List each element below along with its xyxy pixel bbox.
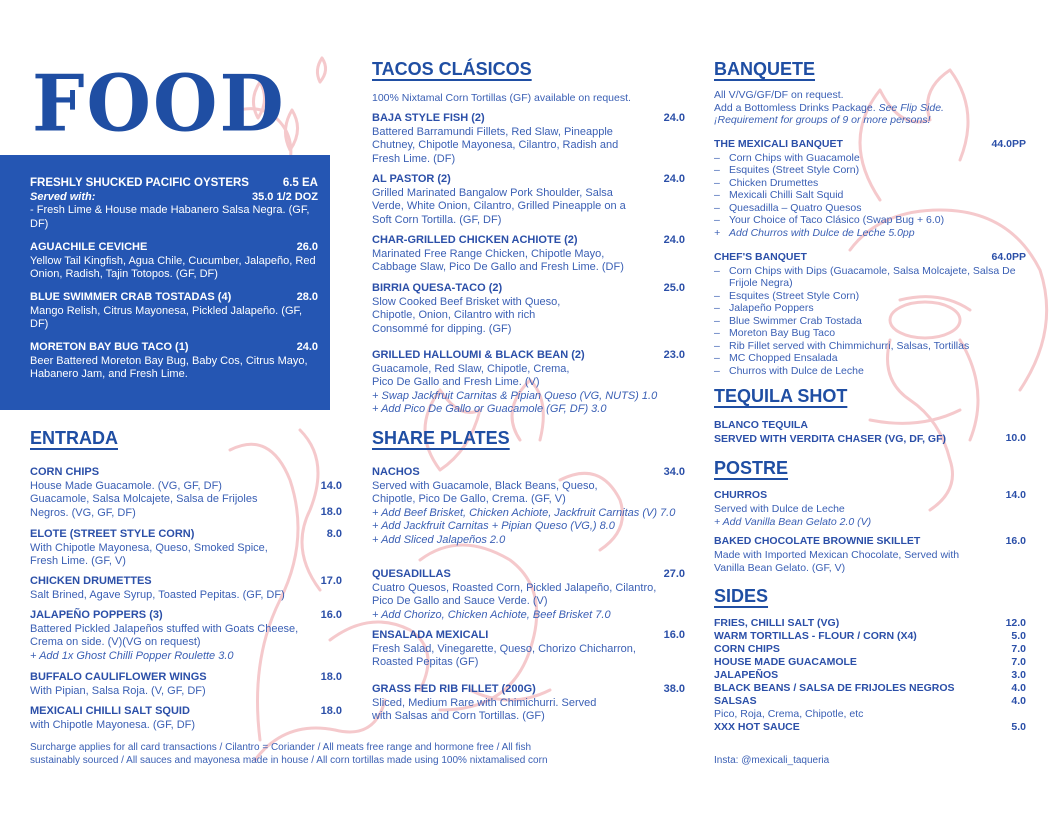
item-name: MEXICALI CHILLI SALT SQUID bbox=[30, 705, 190, 717]
item-description: Beer Battered Moreton Bay Bug, Baby Cos, Citrus Mayo, Habanero Jam, and Fresh Lime. bbox=[30, 354, 308, 380]
food-logo bbox=[32, 54, 286, 154]
tacos-intro: 100% Nixtamal Corn Tortillas (GF) available on request. bbox=[372, 92, 631, 104]
item-description: House Made Guacamole. (VG, GF, DF) bbox=[30, 479, 222, 492]
item-price: 24.0 bbox=[663, 173, 685, 185]
item-name: GRILLED HALLOUMI & BLACK BEAN (2) bbox=[372, 349, 585, 361]
side-name: HOUSE MADE GUACAMOLE bbox=[714, 656, 857, 668]
item-description: Guacamole, Red Slaw, Chipotle, Crema, Pico De Gallo and Fresh Lime. (V) bbox=[372, 362, 570, 388]
banquete-intro bbox=[714, 89, 944, 127]
banquet-course-list bbox=[714, 152, 1026, 240]
option-row-1 bbox=[30, 480, 342, 494]
item-addon: + Add Vanilla Bean Gelato 2.0 (V) bbox=[714, 516, 872, 528]
item-addon: + Add Chorizo, Chicken Achiote, Beef Brisket 7.0 bbox=[372, 608, 611, 621]
item-price: 16.0 bbox=[1005, 535, 1026, 547]
item-price: 24.0 bbox=[663, 234, 685, 246]
item-description: Marinated Free Range Chicken, Chipotle Mayo, Cabbage Slaw, Pico De Gallo and Fresh Lime. (DF) bbox=[372, 247, 624, 273]
item-name: CHURROS bbox=[714, 489, 768, 501]
banquete-intro-line-3: ¡Requirement for groups of 9 or more persons! bbox=[714, 114, 931, 126]
section-heading-tacos: TACOS CLÁSICOS bbox=[372, 59, 532, 79]
side-row bbox=[714, 617, 1026, 630]
course-item: – Churros with Dulce de Leche bbox=[714, 365, 1026, 378]
item-name: QUESADILLAS bbox=[372, 568, 451, 580]
banquet-course-list bbox=[714, 265, 1026, 378]
option-row-2 bbox=[30, 493, 342, 520]
menu-item-drumettes bbox=[30, 575, 342, 602]
side-row bbox=[714, 669, 1026, 682]
menu-item-mexicali-banquet bbox=[714, 138, 1026, 239]
item-name: AGUACHILE CEVICHE bbox=[30, 241, 148, 253]
item-addon: + Add Sliced Jalapeños 2.0 bbox=[372, 533, 506, 546]
item-name: CORN CHIPS bbox=[30, 466, 100, 478]
item-description: with Chipotle Mayonesa. (GF, DF) bbox=[30, 718, 196, 731]
course-item: – Esquites (Street Style Corn) bbox=[714, 164, 1026, 177]
side-row bbox=[714, 630, 1026, 643]
course-item: – MC Chopped Ensalada bbox=[714, 352, 1026, 365]
menu-item-al-pastor bbox=[372, 173, 685, 227]
course-item: – Moreton Bay Bug Taco bbox=[714, 327, 1026, 340]
item-description: Served with Guacamole, Black Beans, Queso, Chipotle, Pico De Gallo, Crema. (GF, V) bbox=[372, 479, 598, 505]
instagram-handle: Insta: @mexicali_taqueria bbox=[714, 755, 830, 766]
menu-item-cauliflower bbox=[30, 671, 342, 698]
item-description: Sliced, Medium Rare with Chimichurri. Served with Salsas and Corn Tortillas. (GF) bbox=[372, 696, 597, 722]
menu-item-chicken-achiote bbox=[372, 234, 685, 275]
course-item: – Blue Swimmer Crab Tostada bbox=[714, 315, 1026, 328]
menu-item-brownie bbox=[714, 535, 1026, 576]
side-price: 3.0 bbox=[1011, 669, 1026, 681]
item-name: BAJA STYLE FISH (2) bbox=[372, 112, 485, 124]
item-price: 24.0 bbox=[296, 341, 318, 353]
item-description: Battered Pickled Jalapeños stuffed with Goats Cheese, Crema on side. (V)(VG on request) bbox=[30, 622, 299, 648]
course-item: – Mexicali Chilli Salt Squid bbox=[714, 189, 1026, 202]
menu-item-rib-fillet bbox=[372, 683, 685, 724]
menu-item-corn-chips bbox=[30, 466, 342, 520]
course-addon: + Add Churros with Dulce de Leche 5.0pp bbox=[714, 227, 1026, 240]
side-price: 4.0 bbox=[1011, 695, 1026, 707]
course-item: – Your Choice of Taco Clásico (Swap Bug + 6.0) bbox=[714, 214, 1026, 227]
salsas-description: Pico, Roja, Crema, Chipotle, etc bbox=[714, 708, 864, 720]
item-name: GRASS FED RIB FILLET (200G) bbox=[372, 683, 536, 695]
section-heading-tequila: TEQUILA SHOT bbox=[714, 386, 848, 406]
item-name: BLANCO TEQUILA bbox=[714, 419, 808, 431]
item-name: THE MEXICALI BANQUET bbox=[714, 138, 843, 150]
side-row bbox=[714, 643, 1026, 656]
menu-item-halloumi bbox=[372, 349, 685, 417]
served-with-label: Served with: bbox=[30, 190, 96, 203]
menu-item-aguachile bbox=[30, 241, 318, 282]
section-heading-entrada: ENTRADA bbox=[30, 428, 118, 448]
item-description: Mango Relish, Citrus Mayonesa, Pickled Jalapeño. (GF, DF) bbox=[30, 304, 303, 330]
menu-item-chefs-banquet bbox=[714, 251, 1026, 377]
item-price: 16.0 bbox=[320, 609, 342, 621]
menu-item-elote bbox=[30, 528, 342, 569]
item-addon: + Add Pico De Gallo or Guacamole (GF, DF) 3.0 bbox=[372, 403, 607, 415]
course-item: – Quesadilla – Quatro Quesos bbox=[714, 202, 1026, 215]
menu-item-nachos bbox=[372, 466, 685, 547]
item-price: 6.5 EA bbox=[282, 177, 318, 189]
item-description: Served with Dulce de Leche bbox=[714, 502, 845, 515]
item-addon: + Add Beef Brisket, Chicken Achiote, Jackfruit Carnitas (V) 7.0 bbox=[372, 506, 676, 519]
side-price: 5.0 bbox=[1011, 630, 1026, 642]
item-name: BUFFALO CAULIFLOWER WINGS bbox=[30, 671, 207, 683]
menu-item-poppers bbox=[30, 609, 342, 663]
side-row bbox=[714, 695, 1026, 708]
logo-text: FOOD bbox=[32, 58, 286, 150]
item-price: 26.0 bbox=[296, 241, 318, 253]
item-name: JALAPEÑO POPPERS (3) bbox=[30, 609, 163, 621]
menu-item-oysters bbox=[30, 177, 318, 231]
footer-note: Surcharge applies for all card transactions / Cilantro = Coriander / All meats free range and hormone free / All fish sustainably sourced / All sauces and mayonesa made in house / All corn tortillas made using 100% nixtamalised corn bbox=[30, 742, 548, 766]
banquete-intro-line-2 bbox=[714, 102, 944, 115]
item-price: 18.0 bbox=[320, 671, 342, 683]
item-price: 28.0 bbox=[296, 291, 318, 303]
menu-item-baja-fish bbox=[372, 112, 685, 166]
item-description: Guacamole, Salsa Molcajete, Salsa de Frijoles Negros. (VG, GF, DF) bbox=[30, 493, 258, 519]
item-name: CHAR-GRILLED CHICKEN ACHIOTE (2) bbox=[372, 234, 578, 246]
served-with-row bbox=[30, 191, 318, 205]
item-description: Grilled Marinated Bangalow Pork Shoulder, Salsa Verde, White Onion, Cilantro, Grilled Pineapple on a Soft Corn Tortilla. (GF, DF) bbox=[372, 186, 626, 226]
item-description: Yellow Tail Kingfish, Agua Chile, Cucumber, Jalapeño, Red Onion, Radish, Tajin Totopos. (GF, DF) bbox=[30, 254, 316, 280]
item-name: CHEF'S BANQUET bbox=[714, 251, 807, 263]
side-name: SALSAS bbox=[714, 695, 757, 707]
side-row bbox=[714, 656, 1026, 669]
item-price: 18.0 bbox=[320, 506, 342, 518]
side-name: CORN CHIPS bbox=[714, 643, 780, 655]
item-name: ELOTE (STREET STYLE CORN) bbox=[30, 528, 195, 540]
section-heading-share-plates: SHARE PLATES bbox=[372, 428, 510, 448]
item-price: 14.0 bbox=[320, 479, 342, 492]
item-price: 10.0 bbox=[1005, 432, 1026, 444]
item-description: Slow Cooked Beef Brisket with Queso, Chipotle, Onion, Cilantro with rich Consommé for dipping. (GF) bbox=[372, 295, 561, 335]
side-name: WARM TORTILLAS - FLOUR / CORN (X4) bbox=[714, 630, 917, 642]
section-heading-postre: POSTRE bbox=[714, 458, 789, 478]
item-price: 8.0 bbox=[326, 528, 342, 540]
item-description: Battered Barramundi Fillets, Red Slaw, Pineapple Chutney, Chipotle Mayonesa, Cilantro, Radish and Fresh Lime. (DF) bbox=[372, 125, 619, 165]
item-name: BLUE SWIMMER CRAB TOSTADAS (4) bbox=[30, 291, 232, 303]
side-name: JALAPEÑOS bbox=[714, 669, 779, 681]
section-heading-banquete: BANQUETE bbox=[714, 59, 816, 79]
item-price-half-dozen: 35.0 1/2 DOZ bbox=[251, 190, 318, 203]
item-name: BIRRIA QUESA-TACO (2) bbox=[372, 282, 503, 294]
item-price: 64.0PP bbox=[991, 251, 1026, 263]
item-description: Salt Brined, Agave Syrup, Toasted Pepitas. (GF, DF) bbox=[30, 588, 285, 601]
menu-item-tequila bbox=[714, 419, 1026, 446]
course-item: – Chicken Drumettes bbox=[714, 177, 1026, 190]
item-name: BAKED CHOCOLATE BROWNIE SKILLET bbox=[714, 535, 921, 547]
item-name: AL PASTOR (2) bbox=[372, 173, 451, 185]
course-item: – Esquites (Street Style Corn) bbox=[714, 290, 1026, 303]
item-addon: + Swap Jackfruit Carnitas & Pipian Queso (VG, NUTS) 1.0 bbox=[372, 389, 658, 402]
featured-panel bbox=[0, 155, 330, 410]
item-price: 14.0 bbox=[1005, 489, 1026, 501]
item-description: Cuatro Quesos, Roasted Corn, Pickled Jalapeño, Cilantro, Pico De Gallo and Sauce Verde. (V) bbox=[372, 581, 657, 607]
course-item: – Rib Fillet served with Chimmichurri, Salsas, Tortillas bbox=[714, 340, 1026, 353]
side-price: 7.0 bbox=[1011, 656, 1026, 668]
menu-item-bug-taco bbox=[30, 341, 318, 382]
item-description: With Pipian, Salsa Roja. (V, GF, DF) bbox=[30, 684, 206, 697]
section-heading-sides: SIDES bbox=[714, 586, 769, 606]
side-price: 5.0 bbox=[1011, 721, 1026, 733]
item-price: 34.0 bbox=[663, 466, 685, 478]
flame-icon-2 bbox=[285, 110, 297, 150]
side-price: 12.0 bbox=[1005, 617, 1026, 629]
side-price: 4.0 bbox=[1011, 682, 1026, 694]
item-name: ENSALADA MEXICALI bbox=[372, 629, 489, 641]
side-name: XXX HOT SAUCE bbox=[714, 721, 800, 733]
menu-item-churros bbox=[714, 489, 1026, 530]
item-addon: + Add Jackfruit Carnitas + Pipian Queso (VG,) 8.0 bbox=[372, 520, 615, 532]
side-row bbox=[714, 721, 1026, 734]
item-price: 23.0 bbox=[663, 349, 685, 361]
item-price: 25.0 bbox=[663, 282, 685, 294]
item-name: NACHOS bbox=[372, 466, 420, 478]
item-description: Fresh Salad, Vinegarette, Queso, Chorizo Chicharron, Roasted Pepitas (GF) bbox=[372, 642, 636, 668]
item-description: With Chipotle Mayonesa, Queso, Smoked Spice, Fresh Lime. (GF, V) bbox=[30, 541, 268, 567]
course-item: – Corn Chips with Dips (Guacamole, Salsa Molcajete, Salsa De Frijole Negra) bbox=[714, 265, 1026, 290]
item-price: 24.0 bbox=[663, 112, 685, 124]
item-description: - Fresh Lime & House made Habanero Salsa Negra. (GF, DF) bbox=[30, 204, 310, 230]
item-price: 18.0 bbox=[320, 705, 342, 717]
drinks-package-text: Add a Bottomless Drinks Package. bbox=[714, 101, 876, 114]
item-description: Made with Imported Mexican Chocolate, Served with Vanilla Bean Gelato. (GF, V) bbox=[714, 548, 960, 574]
banquete-intro-line-1: All V/VG/GF/DF on request. bbox=[714, 89, 844, 101]
item-price: 27.0 bbox=[663, 568, 685, 580]
menu-item-birria bbox=[372, 282, 685, 336]
item-price: 17.0 bbox=[320, 575, 342, 587]
item-price: 44.0PP bbox=[991, 138, 1026, 150]
item-price: 16.0 bbox=[663, 629, 685, 641]
side-name: FRIES, CHILLI SALT (VG) bbox=[714, 617, 840, 629]
item-price: 38.0 bbox=[663, 683, 685, 695]
side-name: BLACK BEANS / SALSA DE FRIJOLES NEGROS bbox=[714, 682, 955, 694]
menu-item-crab-tostadas bbox=[30, 291, 318, 332]
item-name-secondary: SERVED WITH VERDITA CHASER (VG, DF, GF) bbox=[714, 432, 946, 445]
flame-icon-3 bbox=[317, 58, 325, 82]
menu-item-ensalada bbox=[372, 629, 685, 670]
item-name: CHICKEN DRUMETTES bbox=[30, 575, 152, 587]
item-addon: + Add 1x Ghost Chilli Popper Roulette 3.0 bbox=[30, 649, 234, 662]
flip-side-text: See Flip Side. bbox=[878, 101, 944, 114]
item-name: MORETON BAY BUG TACO (1) bbox=[30, 341, 189, 353]
course-item: – Jalapeño Poppers bbox=[714, 302, 1026, 315]
side-price: 7.0 bbox=[1011, 643, 1026, 655]
side-row bbox=[714, 682, 1026, 695]
item-name: FRESHLY SHUCKED PACIFIC OYSTERS bbox=[30, 177, 249, 189]
menu-item-quesadillas bbox=[372, 568, 685, 622]
menu-item-squid bbox=[30, 705, 342, 732]
course-item: – Corn Chips with Guacamole bbox=[714, 152, 1026, 165]
